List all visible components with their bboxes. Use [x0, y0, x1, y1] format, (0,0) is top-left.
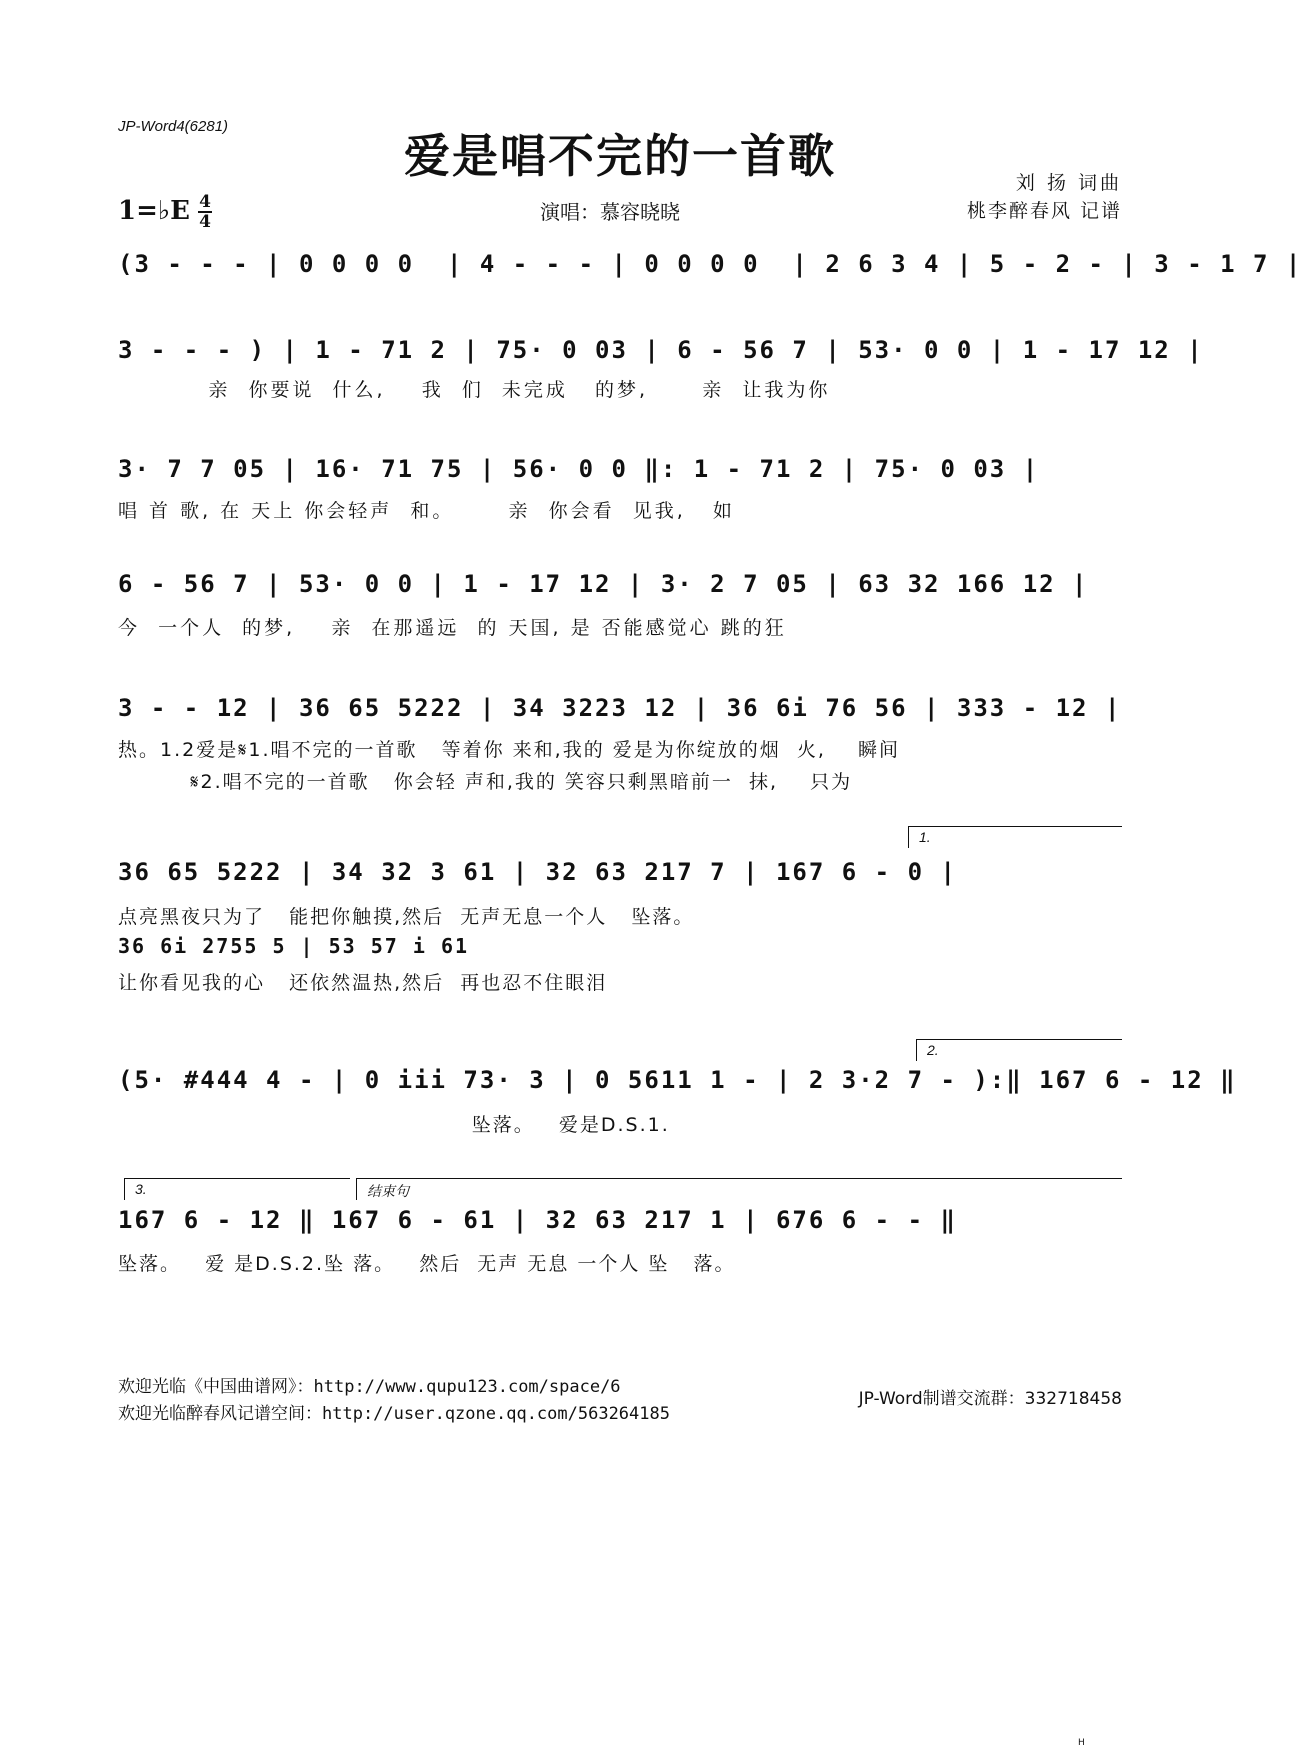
score-row-7: (5· #444 4 - | 0 iii 73· 3 | 0 5611 1 - | 2 3·2 7 - ):‖ 167 6 - 12 ‖ [118, 1066, 1237, 1094]
score-row-2: 3 - - - ) | 1 - 71 2 | 75· 0 03 | 6 - 56 7 | 53· 0 0 | 1 - 17 12 | [118, 336, 1204, 364]
time-signature [198, 193, 212, 231]
time-signature-bottom: 4 [199, 212, 211, 232]
lyrics-row-6-verse-1: 点亮黑夜只为了 能把你触摸,然后 无声无息一个人 坠落。 [118, 906, 695, 928]
composer-credit: 刘 扬 词曲 [1015, 172, 1122, 194]
lyrics-row-8: 坠落。 爱 是D.S.2.坠 落。 然后 无声 无息 一个人 坠 落。 [118, 1253, 736, 1275]
lyrics-row-3: 唱 首 歌, 在 天上 你会轻声 和。 亲 你会看 见我, 如 [118, 500, 735, 522]
score-row-5: 3 - - 12 | 36 65 5222 | 34 3223 12 | 36 6i 76 56 | 333 - 12 | [118, 694, 1122, 722]
key-signature: 1=♭E [118, 196, 190, 226]
lyrics-row-7: 坠落。 爱是D.S.1. [118, 1114, 670, 1136]
footer-site-link-2[interactable]: 欢迎光临醉春风记谱空间：http://user.qzone.qq.com/563264185 [118, 1404, 670, 1424]
lyrics-row-5-verse-2: 𝄋2.唱不完的一首歌 你会轻 声和,我的 笑容只剩黑暗前一 抹, 只为 [118, 771, 853, 793]
source-label: JP-Word4(6281) [118, 118, 229, 135]
volta-bracket-3: 3. [124, 1178, 350, 1200]
volta-bracket-1: 1. [908, 826, 1122, 848]
singer-label: 演唱：慕容晓晓 [540, 200, 680, 224]
transcriber-credit: 桃李醉春风 记谱 [966, 200, 1122, 222]
page-mark: H [1078, 1738, 1085, 1748]
time-signature-top: 4 [199, 192, 211, 212]
footer-site-link-1[interactable]: 欢迎光临《中国曲谱网》：http://www.qupu123.com/space/6 [118, 1377, 621, 1397]
song-title: 爱是唱不完的一首歌 [404, 129, 836, 183]
score-row-8: 167 6 - 12 ‖ 167 6 - 61 | 32 63 217 1 | 676 6 - - ‖ [118, 1206, 957, 1234]
score-row-6: 36 65 5222 | 34 32 3 61 | 32 63 217 7 | 167 6 - 0 | [118, 858, 957, 886]
lyrics-row-5-verse-1: 热。1.2爱是𝄋1.唱不完的一首歌 等着你 来和,我的 爱是为你绽放的烟 火, 瞬间 [118, 739, 901, 761]
ending-bracket: 结束句 [356, 1178, 1122, 1200]
score-row-4: 6 - 56 7 | 53· 0 0 | 1 - 17 12 | 3· 2 7 05 | 63 32 166 12 | [118, 570, 1089, 598]
score-row-1: (3 - - - | 0 0 0 0 | 4 - - - | 0 0 0 0 | 2 6 3 4 | 5 - 2 - | 3 - 1 7 | [118, 250, 1302, 278]
lyrics-row-6-verse-2: 让你看见我的心 还依然温热,然后 再也忍不住眼泪 [118, 972, 608, 994]
volta-bracket-2: 2. [916, 1039, 1122, 1061]
lyrics-row-4: 今 一个人 的梦, 亲 在那遥远 的 天国, 是 否能感觉心 跳的狂 [118, 617, 787, 639]
score-row-3: 3· 7 7 05 | 16· 71 75 | 56· 0 0 ‖: 1 - 71 2 | 75· 0 03 | [118, 455, 1040, 483]
footer-group-info: JP-Word制谱交流群：332718458 [858, 1389, 1122, 1409]
score-row-6-variant: 36 6i 2755 5 | 53 57 i 61 [118, 934, 470, 958]
lyrics-row-2: 亲 你要说 什么, 我 们 未完成 的梦, 亲 让我为你 [118, 379, 831, 401]
